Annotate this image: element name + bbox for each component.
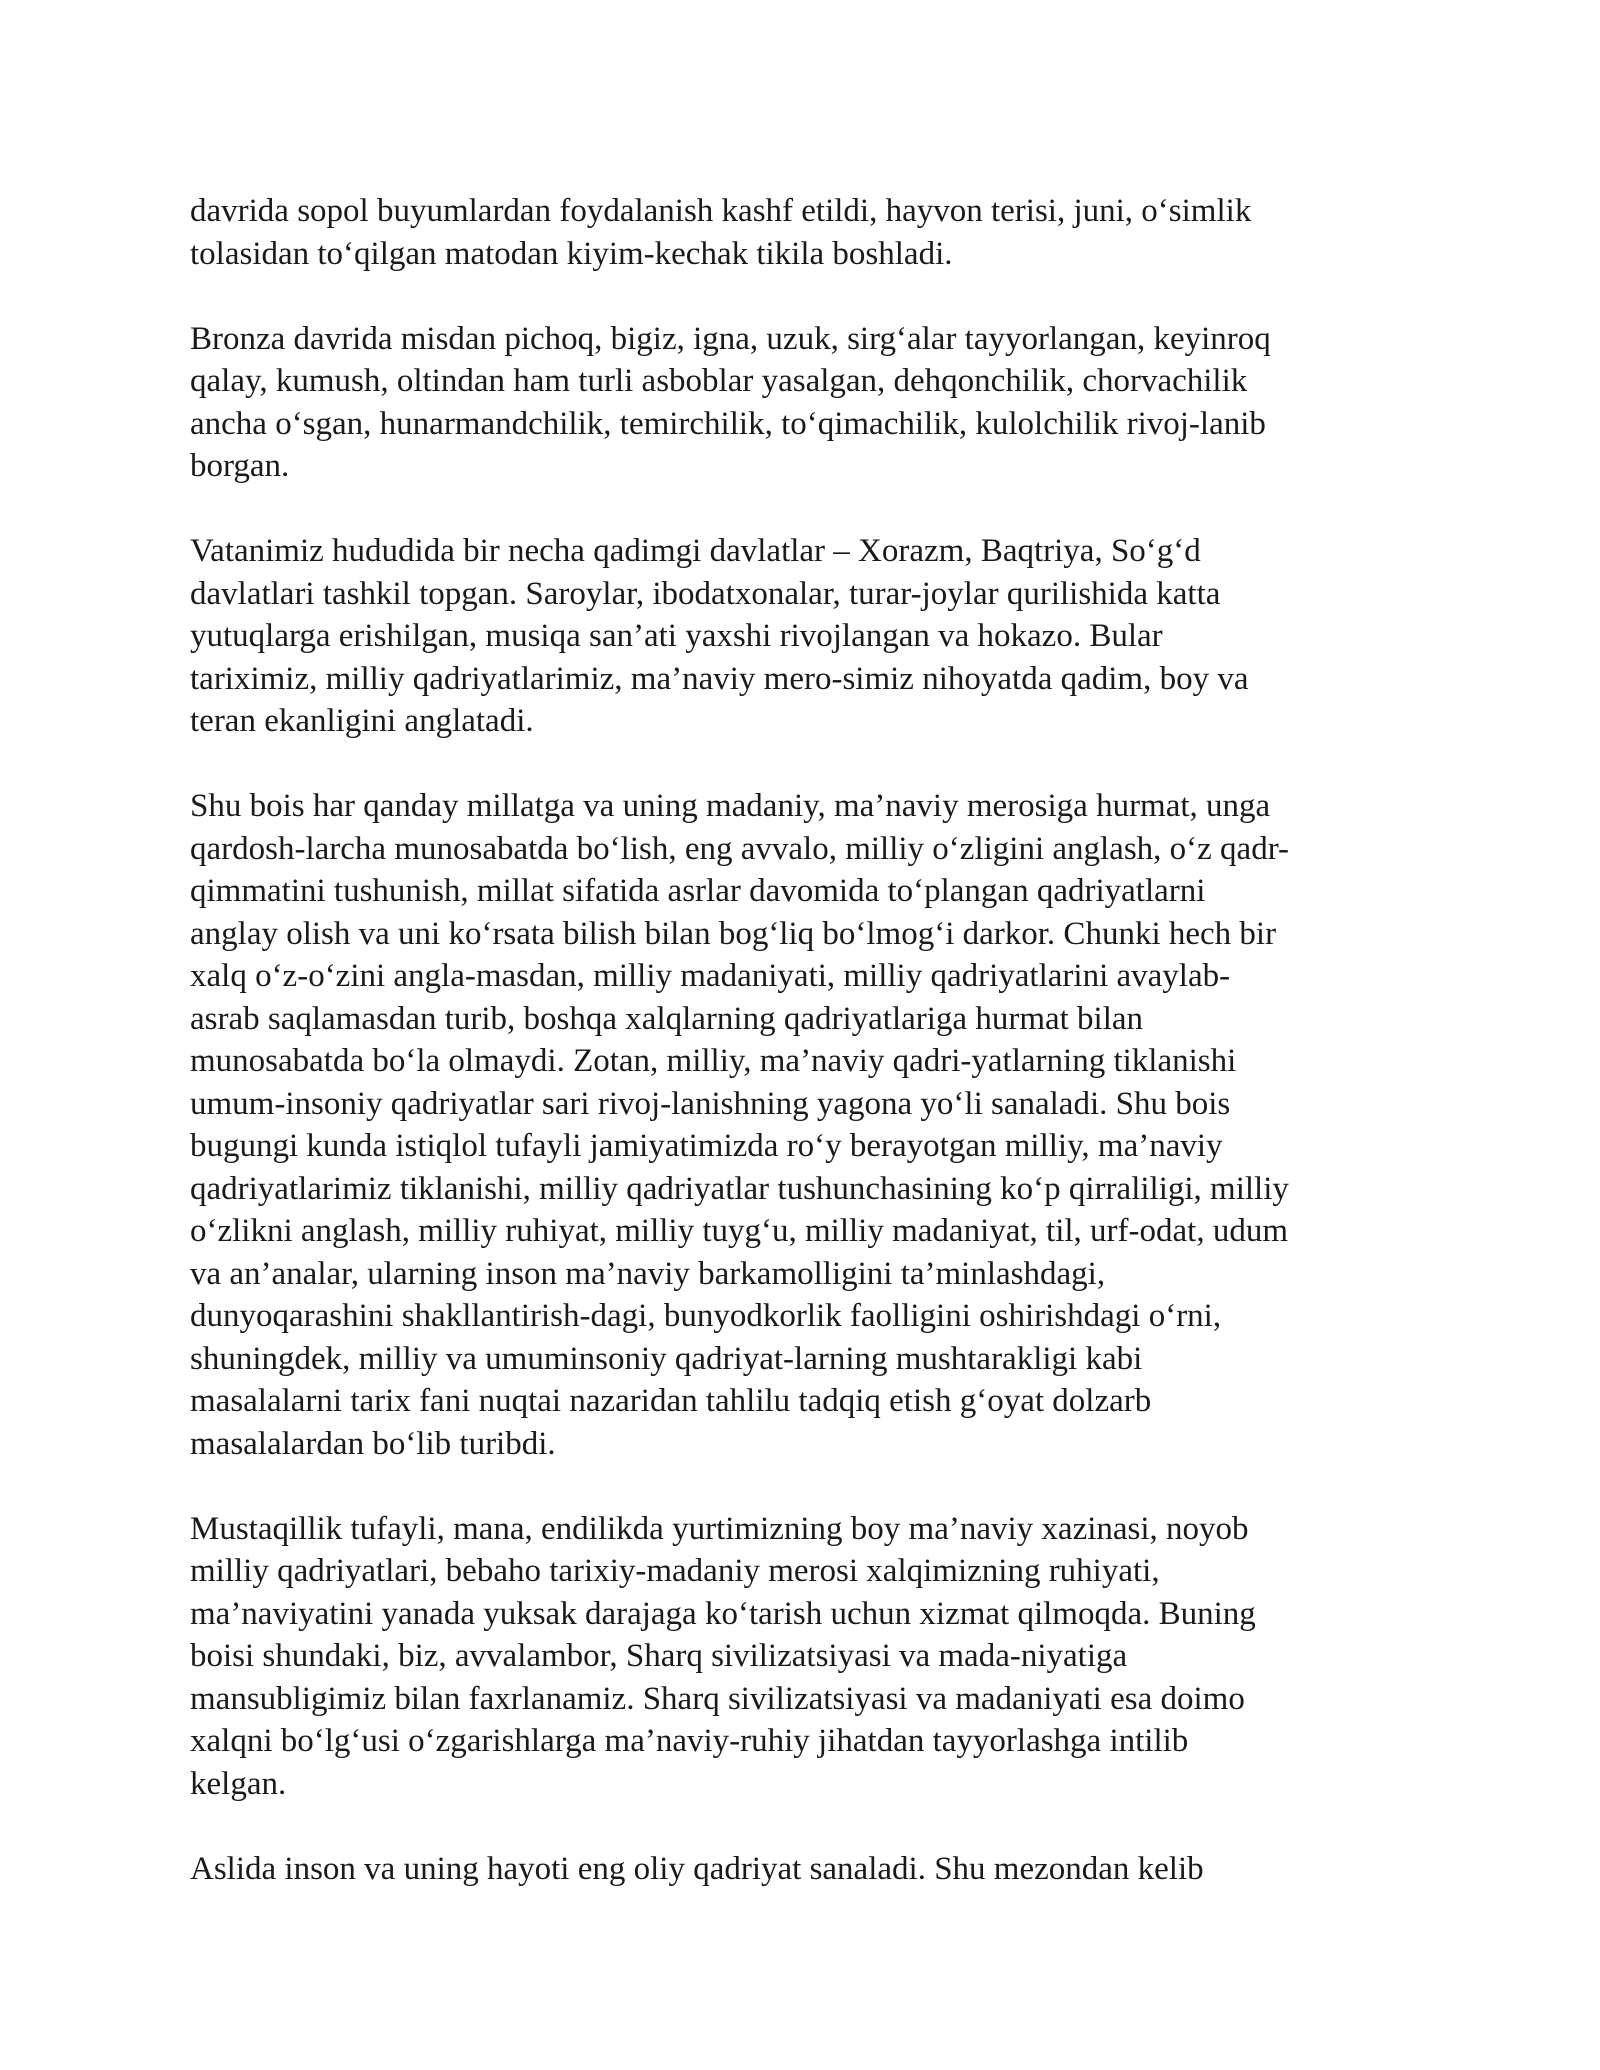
text-line: ancha o‘sgan, hunarmandchilik, temirchilik, to‘qimachilik, kulolchilik rivoj-lanib <box>190 405 1266 442</box>
text-line: qalay, kumush, oltindan ham turli asboblar yasalgan, dehqonchilik, chorvachilik <box>190 363 1248 399</box>
text-line: mansubligimiz bilan faxrlanamiz. Sharq sivilizatsiyasi va madaniyati esa doimo <box>190 1680 1245 1717</box>
text-line: qardosh-larcha munosabatda bo‘lish, eng avvalo, milliy o‘zligini anglash, o‘z qadr- <box>190 830 1290 867</box>
document-body <box>190 190 1420 1933</box>
text-line: Bronza davrida misdan pichoq, bigiz, igna, uzuk, sirg‘alar tayyorlangan, keyinroq <box>190 320 1271 357</box>
text-line: yutuqlarga erishilgan, musiqa san’ati yaxshi rivojlangan va hokazo. Bular <box>190 618 1163 654</box>
text-line: qadriyatlarimiz tiklanishi, milliy qadriyatlar tushunchasining ko‘p qirraliligi, milliy <box>190 1170 1289 1207</box>
paragraph-4 <box>190 785 1420 1465</box>
text-line: Mustaqillik tufayli, mana, endilikda yurtimizning boy ma’naviy xazinasi, noyob <box>190 1510 1249 1547</box>
text-line: dunyoqarashini shakllantirish-dagi, bunyodkorlik faolligini oshirishdagi o‘rni, <box>190 1298 1222 1334</box>
text-line: bugungi kunda istiqlol tufayli jamiyatimizda ro‘y berayotgan milliy, ma’naviy <box>190 1128 1223 1164</box>
text-line: asrab saqlamasdan turib, boshqa xalqlarning qadriyatlariga hurmat bilan <box>190 1000 1144 1037</box>
text-line: xalq o‘z-o‘zini angla-masdan, milliy madaniyati, milliy qadriyatlarini avaylab- <box>190 958 1231 994</box>
text-line: kelgan. <box>190 1765 287 1802</box>
text-line: qimmatini tushunish, millat sifatida asrlar davomida to‘plangan qadriyatlarni <box>190 873 1206 909</box>
text-line: anglay olish va uni ko‘rsata bilish bilan bog‘liq bo‘lmog‘i darkor. Chunki hech bir <box>190 915 1277 952</box>
text-line: tariximiz, milliy qadriyatlarimiz, ma’naviy mero-simiz nihoyatda qadim, boy va <box>190 660 1249 697</box>
paragraph-1 <box>190 190 1420 275</box>
paragraph-6 <box>190 1848 1420 1891</box>
text-line: Shu bois har qanday millatga va uning madaniy, ma’naviy merosiga hurmat, unga <box>190 788 1271 824</box>
text-line: borgan. <box>190 448 290 484</box>
text-line: milliy qadriyatlari, bebaho tarixiy-madaniy merosi xalqimizning ruhiyati, <box>190 1553 1160 1589</box>
text-line: umum-insoniy qadriyatlar sari rivoj-lanishning yagona yo‘li sanaladi. Shu bois <box>190 1085 1231 1122</box>
text-line: shuningdek, milliy va umuminsoniy qadriyat-larning mushtarakligi kabi <box>190 1340 1143 1377</box>
paragraph-2 <box>190 318 1420 488</box>
paragraph-5 <box>190 1508 1420 1806</box>
text-line: davlatlari tashkil topgan. Saroylar, ibodatxonalar, turar-joylar qurilishida katta <box>190 575 1221 612</box>
text-line: teran ekanligini anglatadi. <box>190 703 534 739</box>
text-line: munosabatda bo‘la olmaydi. Zotan, milliy, ma’naviy qadri-yatlarning tiklanishi <box>190 1043 1237 1079</box>
text-line: boisi shundaki, biz, avvalambor, Sharq sivilizatsiyasi va mada-niyatiga <box>190 1638 1128 1674</box>
text-line: masalalarni tarix fani nuqtai nazaridan tahlilu tadqiq etish g‘oyat dolzarb <box>190 1383 1152 1419</box>
text-line: Aslida inson va uning hayoti eng oliy qadriyat sanaladi. Shu mezondan kelib <box>190 1850 1204 1887</box>
text-line: xalqni bo‘lg‘usi o‘zgarishlarga ma’naviy-ruhiy jihatdan tayyorlashga intilib <box>190 1723 1189 1759</box>
text-line: ma’naviyatini yanada yuksak darajaga ko‘tarish uchun xizmat qilmoqda. Buning <box>190 1595 1256 1632</box>
text-line: o‘zlikni anglash, milliy ruhiyat, milliy tuyg‘u, milliy madaniyat, til, urf-odat, udum <box>190 1213 1289 1249</box>
text-line: va an’analar, ularning inson ma’naviy barkamolligini ta’minlashdagi, <box>190 1255 1106 1292</box>
text-line: masalalardan bo‘lib turibdi. <box>190 1425 556 1462</box>
text-line: tolasidan to‘qilgan matodan kiyim-kechak tikila boshladi. <box>190 235 953 272</box>
paragraph-3 <box>190 530 1420 743</box>
text-line: Vatanimiz hududida bir necha qadimgi davlatlar – Xorazm, Baqtriya, So‘g‘d <box>190 533 1201 569</box>
text-line: davrida sopol buyumlardan foydalanish kashf etildi, hayvon terisi, juni, o‘simlik <box>190 193 1252 229</box>
